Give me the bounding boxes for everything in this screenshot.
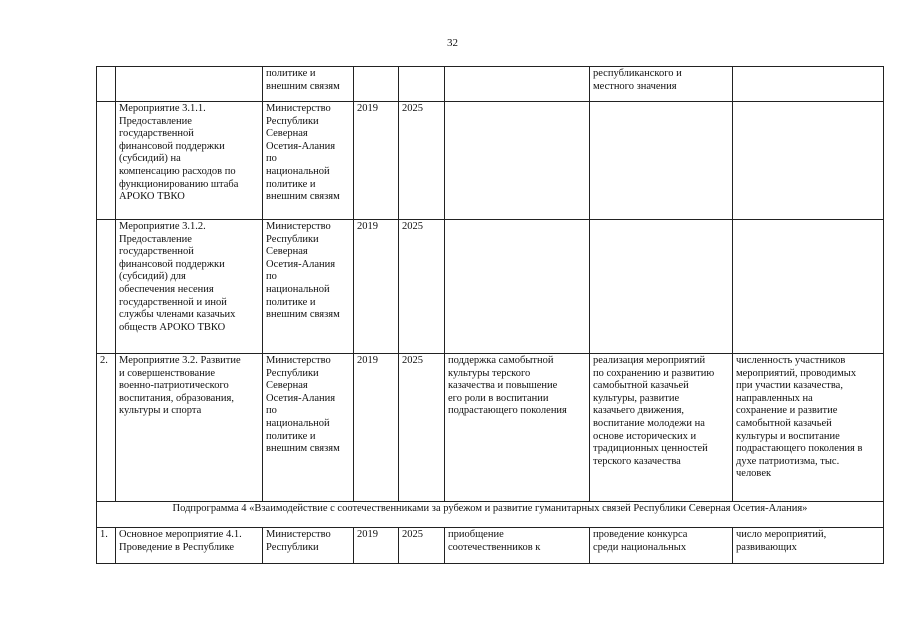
end-year-cell (399, 67, 445, 102)
responsible-cell: Министерство Республики Северная Осетия-Алания по национальной политике и внешним связям (263, 102, 354, 220)
end-year-cell: 2025 (399, 102, 445, 220)
table-row (97, 102, 884, 220)
start-year-cell: 2019 (354, 528, 399, 564)
page-number: 32 (447, 37, 458, 49)
end-year-cell: 2025 (399, 354, 445, 502)
indicator-cell (733, 220, 884, 354)
row-number-cell: 2. (97, 354, 116, 502)
indicator-cell: число мероприятий, развивающих (733, 528, 884, 564)
start-year-cell: 2019 (354, 102, 399, 220)
program-table (96, 66, 884, 564)
responsible-cell: Министерство Республики Северная Осетия-Алания по национальной политике и внешним связям (263, 220, 354, 354)
indicator-cell (733, 67, 884, 102)
responsible-cell: политике и внешним связям (263, 67, 354, 102)
row-number-cell (97, 220, 116, 354)
subprogram-title: Подпрограмма 4 «Взаимодействие с соотечественниками за рубежом и развитие гуманитарных связей Республики Северная Осетия-Алания» (97, 502, 884, 528)
relation-cell: проведение конкурса среди национальных (590, 528, 733, 564)
row-number-cell (97, 67, 116, 102)
responsible-cell: Министерство Республики Северная Осетия-Алания по национальной политике и внешним связям (263, 354, 354, 502)
table-row (97, 220, 884, 354)
relation-cell: республиканского и местного значения (590, 67, 733, 102)
start-year-cell: 2019 (354, 220, 399, 354)
indicator-cell (733, 102, 884, 220)
measure-name-cell: Основное мероприятие 4.1. Проведение в Республике (116, 528, 263, 564)
measure-name-cell: Мероприятие 3.1.2. Предоставление государственной финансовой поддержки (субсидий) для обеспечения несения государственной и иной службы членами казачьих обществ АРОКО ТВКО (116, 220, 263, 354)
table-row (97, 67, 884, 102)
end-year-cell: 2025 (399, 220, 445, 354)
expected-result-cell: поддержка самобытной культуры терского казачества и повышение его роли в воспитании подрастающего поколения (445, 354, 590, 502)
indicator-cell: численность участников мероприятий, проводимых при участии казачества, направленных на сохранение и развитие самобытной казачьей культуры и воспитание подрастающего поколения в духе патриотизма, тыс. человек (733, 354, 884, 502)
table-row (97, 354, 884, 502)
expected-result-cell: приобщение соотечественников к (445, 528, 590, 564)
row-number-cell (97, 102, 116, 220)
measure-name-cell: Мероприятие 3.1.1. Предоставление государственной финансовой поддержки (субсидий) на компенсацию расходов по функционированию штаба АРОКО ТВКО (116, 102, 263, 220)
measure-name-cell: Мероприятие 3.2. Развитие и совершенствование военно-патриотического воспитания, образования, культуры и спорта (116, 354, 263, 502)
start-year-cell: 2019 (354, 354, 399, 502)
responsible-cell: Министерство Республики (263, 528, 354, 564)
relation-cell (590, 220, 733, 354)
expected-result-cell (445, 102, 590, 220)
end-year-cell: 2025 (399, 528, 445, 564)
row-number-cell: 1. (97, 528, 116, 564)
table-row (97, 528, 884, 564)
subprogram-row (97, 502, 884, 528)
measure-name-cell (116, 67, 263, 102)
expected-result-cell (445, 220, 590, 354)
expected-result-cell (445, 67, 590, 102)
start-year-cell (354, 67, 399, 102)
relation-cell (590, 102, 733, 220)
relation-cell: реализация мероприятий по сохранению и развитию самобытной казачьей культуры, развитие казачьего движения, воспитание молодежи на основе исторических и традиционных ценностей терского казачества (590, 354, 733, 502)
